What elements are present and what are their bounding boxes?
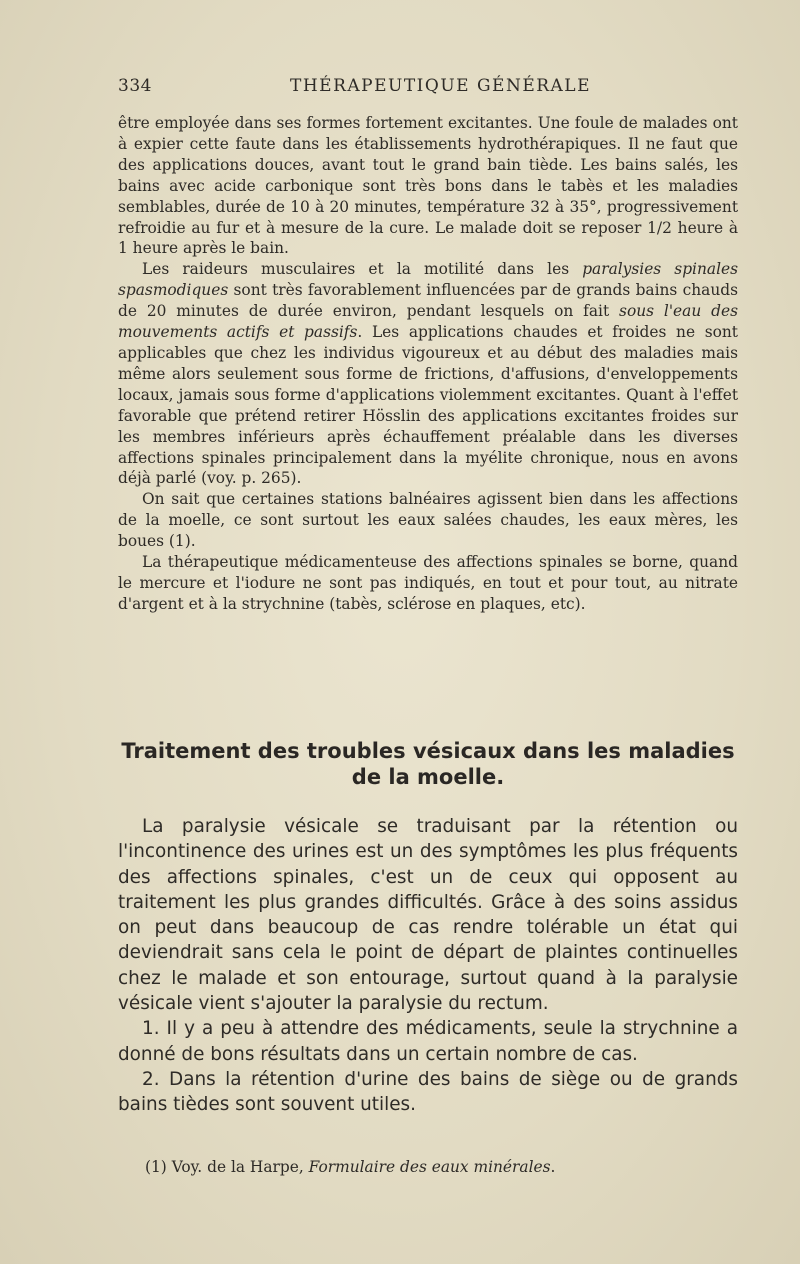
paragraph: être employée dans ses formes fortement excitantes. Une foule de malades ont à expier cette faute dans les établissements hydrothérapiques. Il ne faut que des applications douces, avant tout le grand bain tiède. Les bains salés, les bains avec acide carbonique sont très bons dans le tabès et les maladies semblables, durée de 10 à 20 minutes, température 32 à 35°, progressivement refroidie au fur et à mesure de la cure. Le malade doit se reposer 1/2 heure à 1 heure après le bain. xyxy=(118,114,738,258)
section-bladder-treatment xyxy=(118,814,738,1118)
paragraph: 2. Dans la rétention d'urine des bains de siège ou de grands bains tièdes sont souvent utiles. xyxy=(118,1068,738,1116)
footnote: (1) Voy. de la Harpe, Formulaire des eaux minérales. xyxy=(145,1158,556,1176)
footnote-title: Formulaire des eaux minérales xyxy=(308,1158,551,1176)
section-hydrotherapy xyxy=(118,113,738,615)
page-number: 334 xyxy=(118,76,152,96)
emphasis: sous l'eau des mouvements actifs et passifs xyxy=(118,302,738,342)
paragraph: 1. Il y a peu à attendre des médicaments, seule la strychnine a donné de bons résultats dans un certain nombre de cas. xyxy=(118,1018,738,1065)
section-heading: Traitement des troubles vésicaux dans les maladies de la moelle. xyxy=(121,739,735,789)
paragraph: La paralysie vésicale se traduisant par la rétention ou l'incontinence des urines est un des symptômes les plus fréquents des affections spinales, c'est un de ceux qui opposent au traitement les plus grandes difficultés. Grâce à des soins assidus on peut dans beaucoup de cas rendre tolérable un état qui deviendrait sans cela le point de départ de plaintes continuelles chez le malade et son entourage, surtout quand à la paralysie vésicale vient s'ajouter la paralysie du rectum. xyxy=(118,816,738,1015)
paragraph: La thérapeutique médicamenteuse des affections spinales se borne, quand le mercure et l'iodure ne sont pas indiqués, en tout et pour tout, au nitrate d'argent et à la strychnine (tabès, sclérose en plaques, etc). xyxy=(118,553,738,613)
paragraph: Les raideurs musculaires et la motilité dans les paralysies spinales spasmodiques sont très favorablement influencées par de grands bains chauds de 20 minutes de durée environ, pendant lesquels on fait sous l'eau des mouvements actifs et passifs. Les applications chaudes et froides ne sont applicables que chez les individus vigoureux et au début des maladies mais même alors seulement sous forme de frictions, d'affusions, d'enveloppements locaux, jamais sous forme d'applications violemment excitantes. Quant à l'effet favorable que prétend retirer Hösslin des applications excitantes froides sur les membres inférieurs après échauffement préalable dans les diverses affections spinales principalement dans la myélite chronique, nous en avons déjà parlé (voy. p. 265). xyxy=(118,260,738,488)
emphasis: paralysies spinales spasmodiques xyxy=(118,260,738,300)
running-title: THÉRAPEUTIQUE GÉNÉRALE xyxy=(290,76,592,96)
paragraph: On sait que certaines stations balnéaires agissent bien dans les affections de la moelle, ce sont surtout les eaux salées chaudes, les eaux mères, les boues (1). xyxy=(118,490,738,551)
